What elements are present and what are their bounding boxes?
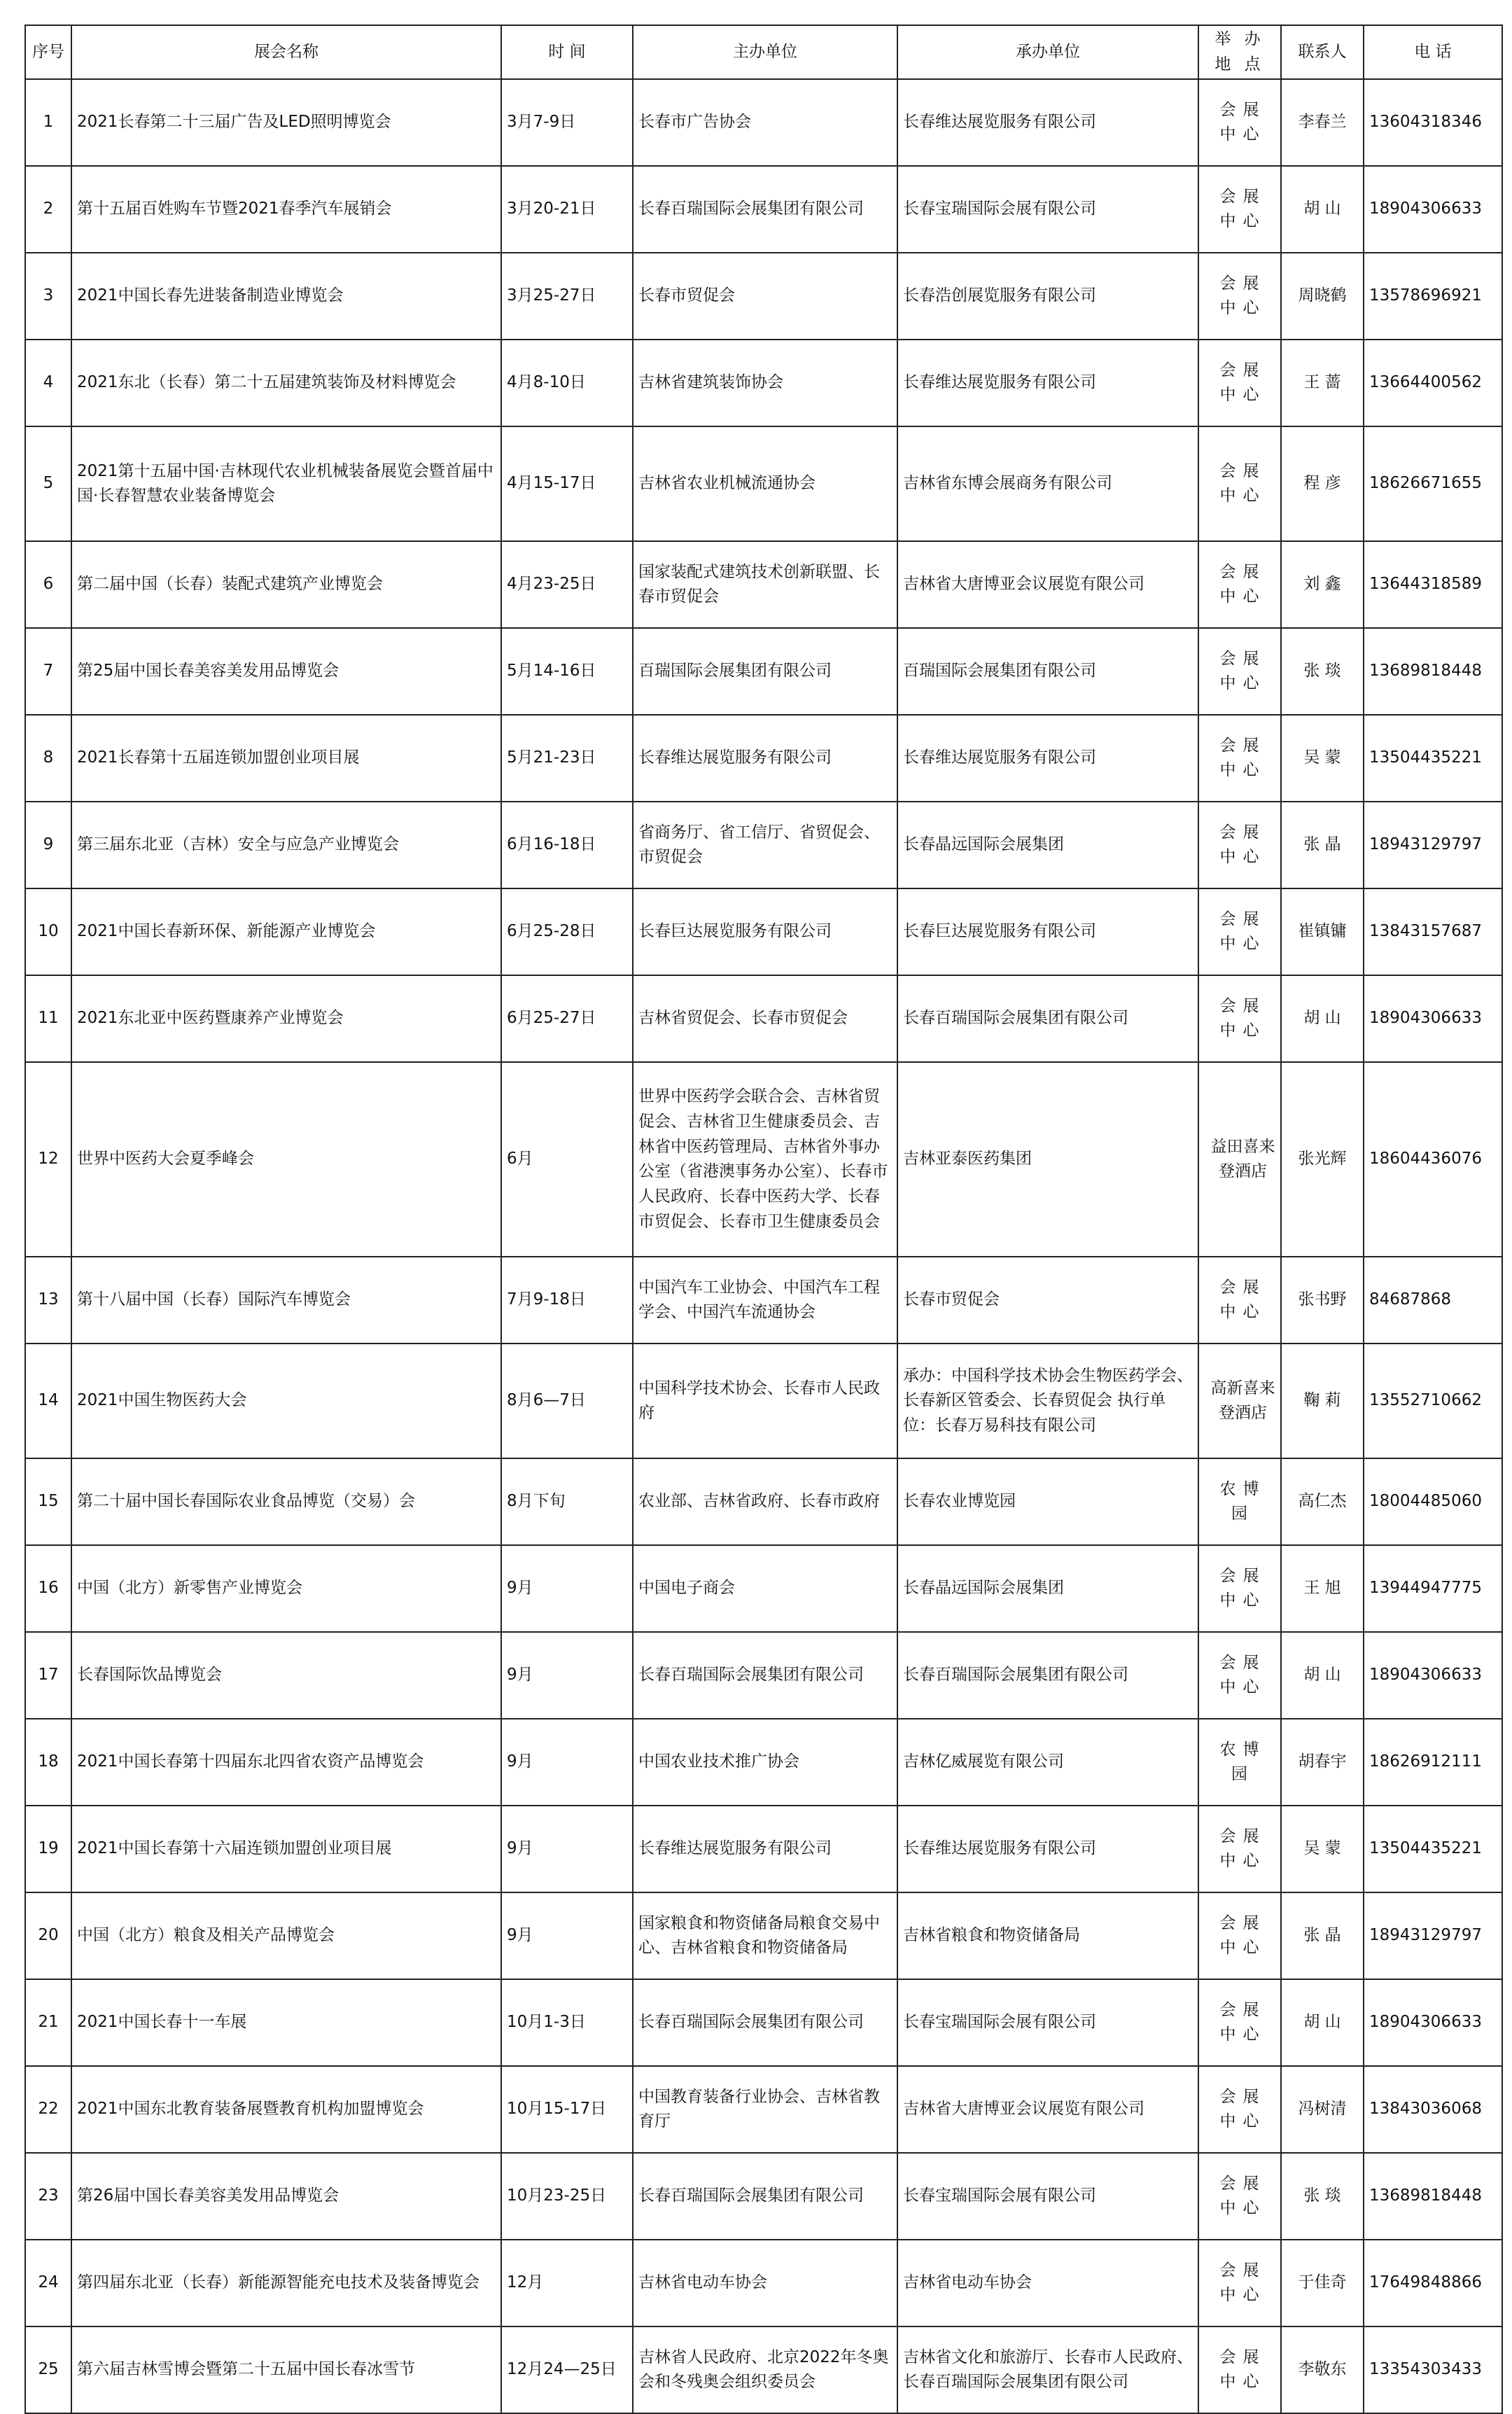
cell-time: 3月7-9日 bbox=[501, 79, 633, 166]
cell-no: 1 bbox=[25, 79, 71, 166]
header-time: 时 间 bbox=[501, 25, 633, 79]
cell-contact: 张光辉 bbox=[1281, 1062, 1364, 1257]
table-row bbox=[25, 541, 1502, 628]
cell-phone: 13843157687 bbox=[1364, 888, 1502, 975]
cell-time: 9月 bbox=[501, 1719, 633, 1806]
cell-no: 8 bbox=[25, 715, 71, 802]
cell-organizer: 吉林省东博会展商务有限公司 bbox=[897, 426, 1198, 541]
cell-location: 会展中心 bbox=[1198, 1979, 1281, 2066]
cell-contact: 张 琰 bbox=[1281, 2153, 1364, 2240]
header-location: 举 办 地 点 bbox=[1198, 25, 1281, 79]
cell-no: 11 bbox=[25, 975, 71, 1062]
cell-name: 2021东北（长春）第二十五届建筑装饰及材料博览会 bbox=[71, 340, 501, 426]
cell-phone: 13644318589 bbox=[1364, 541, 1502, 628]
cell-organizer: 吉林省大唐博亚会议展览有限公司 bbox=[897, 541, 1198, 628]
cell-location: 会展中心 bbox=[1198, 79, 1281, 166]
header-host: 主办单位 bbox=[633, 25, 897, 79]
table-row bbox=[25, 1719, 1502, 1806]
cell-organizer: 长春维达展览服务有限公司 bbox=[897, 1806, 1198, 1892]
cell-location: 会展中心 bbox=[1198, 340, 1281, 426]
cell-host: 农业部、吉林省政府、长春市政府 bbox=[633, 1458, 897, 1545]
cell-time: 12月24—25日 bbox=[501, 2326, 633, 2413]
cell-no: 14 bbox=[25, 1344, 71, 1458]
cell-location: 益田喜来登酒店 bbox=[1198, 1062, 1281, 1257]
cell-name: 2021中国长春十一车展 bbox=[71, 1979, 501, 2066]
cell-time: 10月23-25日 bbox=[501, 2153, 633, 2240]
cell-name: 2021长春第十五届连锁加盟创业项目展 bbox=[71, 715, 501, 802]
cell-no: 20 bbox=[25, 1892, 71, 1979]
cell-name: 世界中医药大会夏季峰会 bbox=[71, 1062, 501, 1257]
table-row bbox=[25, 1344, 1502, 1458]
cell-name: 第四届东北亚（长春）新能源智能充电技术及装备博览会 bbox=[71, 2240, 501, 2326]
cell-name: 第六届吉林雪博会暨第二十五届中国长春冰雪节 bbox=[71, 2326, 501, 2413]
cell-name: 第十八届中国（长春）国际汽车博览会 bbox=[71, 1257, 501, 1344]
cell-location: 会展中心 bbox=[1198, 888, 1281, 975]
cell-contact: 张书野 bbox=[1281, 1257, 1364, 1344]
cell-host: 中国科学技术协会、长春市人民政府 bbox=[633, 1344, 897, 1458]
cell-host: 长春维达展览服务有限公司 bbox=[633, 1806, 897, 1892]
cell-host: 国家粮食和物资储备局粮食交易中心、吉林省粮食和物资储备局 bbox=[633, 1892, 897, 1979]
cell-phone: 17649848866 bbox=[1364, 2240, 1502, 2326]
cell-host: 长春百瑞国际会展集团有限公司 bbox=[633, 2153, 897, 2240]
cell-time: 4月8-10日 bbox=[501, 340, 633, 426]
header-name: 展会名称 bbox=[71, 25, 501, 79]
cell-time: 9月 bbox=[501, 1806, 633, 1892]
cell-host: 世界中医药学会联合会、吉林省贸促会、吉林省卫生健康委员会、吉林省中医药管理局、吉林省外事办公室（省港澳事务办公室）、长春市人民政府、长春中医药大学、长春市贸促会、长春市卫生健康委员会 bbox=[633, 1062, 897, 1257]
cell-host: 长春维达展览服务有限公司 bbox=[633, 715, 897, 802]
cell-name: 2021第十五届中国·吉林现代农业机械装备展览会暨首届中国·长春智慧农业装备博览会 bbox=[71, 426, 501, 541]
cell-time: 10月1-3日 bbox=[501, 1979, 633, 2066]
cell-organizer: 吉林亚泰医药集团 bbox=[897, 1062, 1198, 1257]
cell-contact: 李敬东 bbox=[1281, 2326, 1364, 2413]
cell-phone: 13689818448 bbox=[1364, 628, 1502, 715]
cell-no: 12 bbox=[25, 1062, 71, 1257]
cell-organizer: 长春晶远国际会展集团 bbox=[897, 1545, 1198, 1632]
cell-time: 9月 bbox=[501, 1892, 633, 1979]
cell-organizer: 长春市贸促会 bbox=[897, 1257, 1198, 1344]
cell-name: 2021中国长春第十四届东北四省农资产品博览会 bbox=[71, 1719, 501, 1806]
cell-time: 3月25-27日 bbox=[501, 253, 633, 340]
cell-host: 吉林省人民政府、北京2022年冬奥会和冬残奥会组织委员会 bbox=[633, 2326, 897, 2413]
cell-organizer: 长春浩创展览服务有限公司 bbox=[897, 253, 1198, 340]
cell-host: 长春巨达展览服务有限公司 bbox=[633, 888, 897, 975]
table-row bbox=[25, 802, 1502, 888]
cell-time: 8月下旬 bbox=[501, 1458, 633, 1545]
cell-location: 农博园 bbox=[1198, 1458, 1281, 1545]
cell-organizer: 长春农业博览园 bbox=[897, 1458, 1198, 1545]
cell-name: 2021中国东北教育装备展暨教育机构加盟博览会 bbox=[71, 2066, 501, 2153]
table-row bbox=[25, 2240, 1502, 2326]
cell-no: 25 bbox=[25, 2326, 71, 2413]
cell-organizer: 长春宝瑞国际会展有限公司 bbox=[897, 2153, 1198, 2240]
cell-phone: 13552710662 bbox=[1364, 1344, 1502, 1458]
cell-phone: 18904306633 bbox=[1364, 166, 1502, 253]
cell-contact: 李春兰 bbox=[1281, 79, 1364, 166]
cell-contact: 张 晶 bbox=[1281, 802, 1364, 888]
cell-no: 23 bbox=[25, 2153, 71, 2240]
table-row bbox=[25, 426, 1502, 541]
cell-organizer: 长春巨达展览服务有限公司 bbox=[897, 888, 1198, 975]
cell-time: 6月16-18日 bbox=[501, 802, 633, 888]
cell-location: 农博园 bbox=[1198, 1719, 1281, 1806]
cell-contact: 胡春宇 bbox=[1281, 1719, 1364, 1806]
cell-host: 吉林省农业机械流通协会 bbox=[633, 426, 897, 541]
cell-name: 第二十届中国长春国际农业食品博览（交易）会 bbox=[71, 1458, 501, 1545]
cell-contact: 程 彦 bbox=[1281, 426, 1364, 541]
cell-phone: 13504435221 bbox=[1364, 715, 1502, 802]
cell-phone: 18943129797 bbox=[1364, 802, 1502, 888]
table-row bbox=[25, 166, 1502, 253]
table-row bbox=[25, 1892, 1502, 1979]
cell-contact: 吴 蒙 bbox=[1281, 715, 1364, 802]
cell-no: 7 bbox=[25, 628, 71, 715]
cell-host: 中国汽车工业协会、中国汽车工程学会、中国汽车流通协会 bbox=[633, 1257, 897, 1344]
cell-location: 会展中心 bbox=[1198, 541, 1281, 628]
cell-time: 12月 bbox=[501, 2240, 633, 2326]
cell-name: 第26届中国长春美容美发用品博览会 bbox=[71, 2153, 501, 2240]
cell-no: 17 bbox=[25, 1632, 71, 1719]
cell-organizer: 吉林亿威展览有限公司 bbox=[897, 1719, 1198, 1806]
cell-location: 会展中心 bbox=[1198, 1806, 1281, 1892]
cell-name: 第十五届百姓购车节暨2021春季汽车展销会 bbox=[71, 166, 501, 253]
cell-time: 5月21-23日 bbox=[501, 715, 633, 802]
cell-contact: 王 蔷 bbox=[1281, 340, 1364, 426]
cell-location: 会展中心 bbox=[1198, 1545, 1281, 1632]
table-row bbox=[25, 975, 1502, 1062]
table-row bbox=[25, 628, 1502, 715]
cell-time: 6月 bbox=[501, 1062, 633, 1257]
cell-no: 22 bbox=[25, 2066, 71, 2153]
cell-organizer: 长春宝瑞国际会展有限公司 bbox=[897, 166, 1198, 253]
cell-name: 2021长春第二十三届广告及LED照明博览会 bbox=[71, 79, 501, 166]
table-row bbox=[25, 1545, 1502, 1632]
cell-location: 会展中心 bbox=[1198, 2153, 1281, 2240]
cell-phone: 13843036068 bbox=[1364, 2066, 1502, 2153]
cell-phone: 18004485060 bbox=[1364, 1458, 1502, 1545]
header-organizer: 承办单位 bbox=[897, 25, 1198, 79]
cell-no: 10 bbox=[25, 888, 71, 975]
table-row bbox=[25, 79, 1502, 166]
cell-contact: 于佳奇 bbox=[1281, 2240, 1364, 2326]
cell-phone: 18626912111 bbox=[1364, 1719, 1502, 1806]
cell-contact: 王 旭 bbox=[1281, 1545, 1364, 1632]
cell-no: 4 bbox=[25, 340, 71, 426]
cell-no: 18 bbox=[25, 1719, 71, 1806]
cell-host: 中国电子商会 bbox=[633, 1545, 897, 1632]
cell-phone: 13664400562 bbox=[1364, 340, 1502, 426]
cell-no: 21 bbox=[25, 1979, 71, 2066]
cell-phone: 13689818448 bbox=[1364, 2153, 1502, 2240]
cell-organizer: 吉林省粮食和物资储备局 bbox=[897, 1892, 1198, 1979]
cell-contact: 高仁杰 bbox=[1281, 1458, 1364, 1545]
cell-location: 会展中心 bbox=[1198, 2240, 1281, 2326]
cell-name: 2021中国长春先进装备制造业博览会 bbox=[71, 253, 501, 340]
cell-no: 3 bbox=[25, 253, 71, 340]
cell-contact: 张 晶 bbox=[1281, 1892, 1364, 1979]
cell-organizer: 长春百瑞国际会展集团有限公司 bbox=[897, 1632, 1198, 1719]
cell-time: 9月 bbox=[501, 1632, 633, 1719]
cell-name: 中国（北方）粮食及相关产品博览会 bbox=[71, 1892, 501, 1979]
cell-phone: 13504435221 bbox=[1364, 1806, 1502, 1892]
cell-phone: 18604436076 bbox=[1364, 1062, 1502, 1257]
table-header-row bbox=[25, 25, 1502, 79]
cell-location: 会展中心 bbox=[1198, 628, 1281, 715]
header-no: 序号 bbox=[25, 25, 71, 79]
cell-organizer: 承办：中国科学技术协会生物医药学会、长春新区管委会、长春贸促会 执行单位：长春万易科技有限公司 bbox=[897, 1344, 1198, 1458]
cell-host: 中国农业技术推广协会 bbox=[633, 1719, 897, 1806]
cell-name: 中国（北方）新零售产业博览会 bbox=[71, 1545, 501, 1632]
table-row bbox=[25, 1632, 1502, 1719]
table-row bbox=[25, 1458, 1502, 1545]
cell-time: 7月9-18日 bbox=[501, 1257, 633, 1344]
table-row bbox=[25, 1806, 1502, 1892]
cell-no: 6 bbox=[25, 541, 71, 628]
cell-location: 会展中心 bbox=[1198, 253, 1281, 340]
cell-host: 省商务厅、省工信厅、省贸促会、市贸促会 bbox=[633, 802, 897, 888]
cell-organizer: 百瑞国际会展集团有限公司 bbox=[897, 628, 1198, 715]
cell-location: 会展中心 bbox=[1198, 166, 1281, 253]
cell-time: 5月14-16日 bbox=[501, 628, 633, 715]
cell-host: 长春市广告协会 bbox=[633, 79, 897, 166]
exhibition-table bbox=[24, 25, 1503, 2414]
cell-contact: 张 琰 bbox=[1281, 628, 1364, 715]
cell-no: 13 bbox=[25, 1257, 71, 1344]
cell-contact: 胡 山 bbox=[1281, 1632, 1364, 1719]
cell-name: 2021中国长春第十六届连锁加盟创业项目展 bbox=[71, 1806, 501, 1892]
cell-host: 国家装配式建筑技术创新联盟、长春市贸促会 bbox=[633, 541, 897, 628]
cell-phone: 18904306633 bbox=[1364, 975, 1502, 1062]
cell-organizer: 吉林省文化和旅游厅、长春市人民政府、长春百瑞国际会展集团有限公司 bbox=[897, 2326, 1198, 2413]
cell-organizer: 长春百瑞国际会展集团有限公司 bbox=[897, 975, 1198, 1062]
cell-name: 第二届中国（长春）装配式建筑产业博览会 bbox=[71, 541, 501, 628]
cell-location: 会展中心 bbox=[1198, 1632, 1281, 1719]
cell-location: 会展中心 bbox=[1198, 426, 1281, 541]
cell-phone: 13578696921 bbox=[1364, 253, 1502, 340]
cell-host: 长春百瑞国际会展集团有限公司 bbox=[633, 166, 897, 253]
header-contact: 联系人 bbox=[1281, 25, 1364, 79]
cell-time: 6月25-28日 bbox=[501, 888, 633, 975]
cell-host: 中国教育装备行业协会、吉林省教育厅 bbox=[633, 2066, 897, 2153]
cell-phone: 13944947775 bbox=[1364, 1545, 1502, 1632]
cell-no: 5 bbox=[25, 426, 71, 541]
cell-contact: 胡 山 bbox=[1281, 166, 1364, 253]
header-phone: 电 话 bbox=[1364, 25, 1502, 79]
cell-time: 4月23-25日 bbox=[501, 541, 633, 628]
table-row bbox=[25, 253, 1502, 340]
cell-location: 会展中心 bbox=[1198, 715, 1281, 802]
cell-location: 会展中心 bbox=[1198, 1892, 1281, 1979]
cell-contact: 鞠 莉 bbox=[1281, 1344, 1364, 1458]
cell-host: 吉林省建筑装饰协会 bbox=[633, 340, 897, 426]
cell-no: 24 bbox=[25, 2240, 71, 2326]
cell-name: 2021中国生物医药大会 bbox=[71, 1344, 501, 1458]
cell-organizer: 长春晶远国际会展集团 bbox=[897, 802, 1198, 888]
table-row bbox=[25, 2153, 1502, 2240]
cell-name: 第三届东北亚（吉林）安全与应急产业博览会 bbox=[71, 802, 501, 888]
cell-organizer: 长春维达展览服务有限公司 bbox=[897, 79, 1198, 166]
cell-name: 2021东北亚中医药暨康养产业博览会 bbox=[71, 975, 501, 1062]
cell-time: 10月15-17日 bbox=[501, 2066, 633, 2153]
cell-time: 4月15-17日 bbox=[501, 426, 633, 541]
table-row bbox=[25, 340, 1502, 426]
cell-time: 3月20-21日 bbox=[501, 166, 633, 253]
cell-host: 长春百瑞国际会展集团有限公司 bbox=[633, 1632, 897, 1719]
cell-host: 长春市贸促会 bbox=[633, 253, 897, 340]
cell-organizer: 长春维达展览服务有限公司 bbox=[897, 340, 1198, 426]
cell-contact: 崔镇镛 bbox=[1281, 888, 1364, 975]
cell-host: 百瑞国际会展集团有限公司 bbox=[633, 628, 897, 715]
table-row bbox=[25, 1257, 1502, 1344]
cell-no: 15 bbox=[25, 1458, 71, 1545]
cell-location: 会展中心 bbox=[1198, 2066, 1281, 2153]
cell-phone: 84687868 bbox=[1364, 1257, 1502, 1344]
cell-location: 高新喜来登酒店 bbox=[1198, 1344, 1281, 1458]
table-row bbox=[25, 715, 1502, 802]
cell-contact: 刘 鑫 bbox=[1281, 541, 1364, 628]
cell-phone: 18626671655 bbox=[1364, 426, 1502, 541]
cell-name: 2021中国长春新环保、新能源产业博览会 bbox=[71, 888, 501, 975]
cell-host: 吉林省电动车协会 bbox=[633, 2240, 897, 2326]
cell-phone: 18904306633 bbox=[1364, 1979, 1502, 2066]
cell-contact: 吴 蒙 bbox=[1281, 1806, 1364, 1892]
cell-no: 16 bbox=[25, 1545, 71, 1632]
table-row bbox=[25, 2066, 1502, 2153]
cell-location: 会展中心 bbox=[1198, 975, 1281, 1062]
table-row bbox=[25, 2326, 1502, 2413]
cell-time: 8月6—7日 bbox=[501, 1344, 633, 1458]
cell-location: 会展中心 bbox=[1198, 2326, 1281, 2413]
cell-phone: 13354303433 bbox=[1364, 2326, 1502, 2413]
cell-no: 19 bbox=[25, 1806, 71, 1892]
cell-organizer: 吉林省电动车协会 bbox=[897, 2240, 1198, 2326]
cell-host: 吉林省贸促会、长春市贸促会 bbox=[633, 975, 897, 1062]
cell-organizer: 长春维达展览服务有限公司 bbox=[897, 715, 1198, 802]
cell-location: 会展中心 bbox=[1198, 802, 1281, 888]
cell-organizer: 吉林省大唐博亚会议展览有限公司 bbox=[897, 2066, 1198, 2153]
cell-location: 会展中心 bbox=[1198, 1257, 1281, 1344]
table-row bbox=[25, 1979, 1502, 2066]
cell-host: 长春百瑞国际会展集团有限公司 bbox=[633, 1979, 897, 2066]
cell-name: 长春国际饮品博览会 bbox=[71, 1632, 501, 1719]
cell-no: 9 bbox=[25, 802, 71, 888]
cell-phone: 18943129797 bbox=[1364, 1892, 1502, 1979]
cell-contact: 胡 山 bbox=[1281, 1979, 1364, 2066]
exhibition-schedule bbox=[24, 25, 1502, 2414]
cell-contact: 冯树清 bbox=[1281, 2066, 1364, 2153]
cell-name: 第25届中国长春美容美发用品博览会 bbox=[71, 628, 501, 715]
cell-time: 6月25-27日 bbox=[501, 975, 633, 1062]
cell-time: 9月 bbox=[501, 1545, 633, 1632]
table-row bbox=[25, 1062, 1502, 1257]
cell-contact: 周晓鹤 bbox=[1281, 253, 1364, 340]
cell-phone: 13604318346 bbox=[1364, 79, 1502, 166]
table-row bbox=[25, 888, 1502, 975]
cell-phone: 18904306633 bbox=[1364, 1632, 1502, 1719]
cell-contact: 胡 山 bbox=[1281, 975, 1364, 1062]
cell-organizer: 长春宝瑞国际会展有限公司 bbox=[897, 1979, 1198, 2066]
cell-no: 2 bbox=[25, 166, 71, 253]
